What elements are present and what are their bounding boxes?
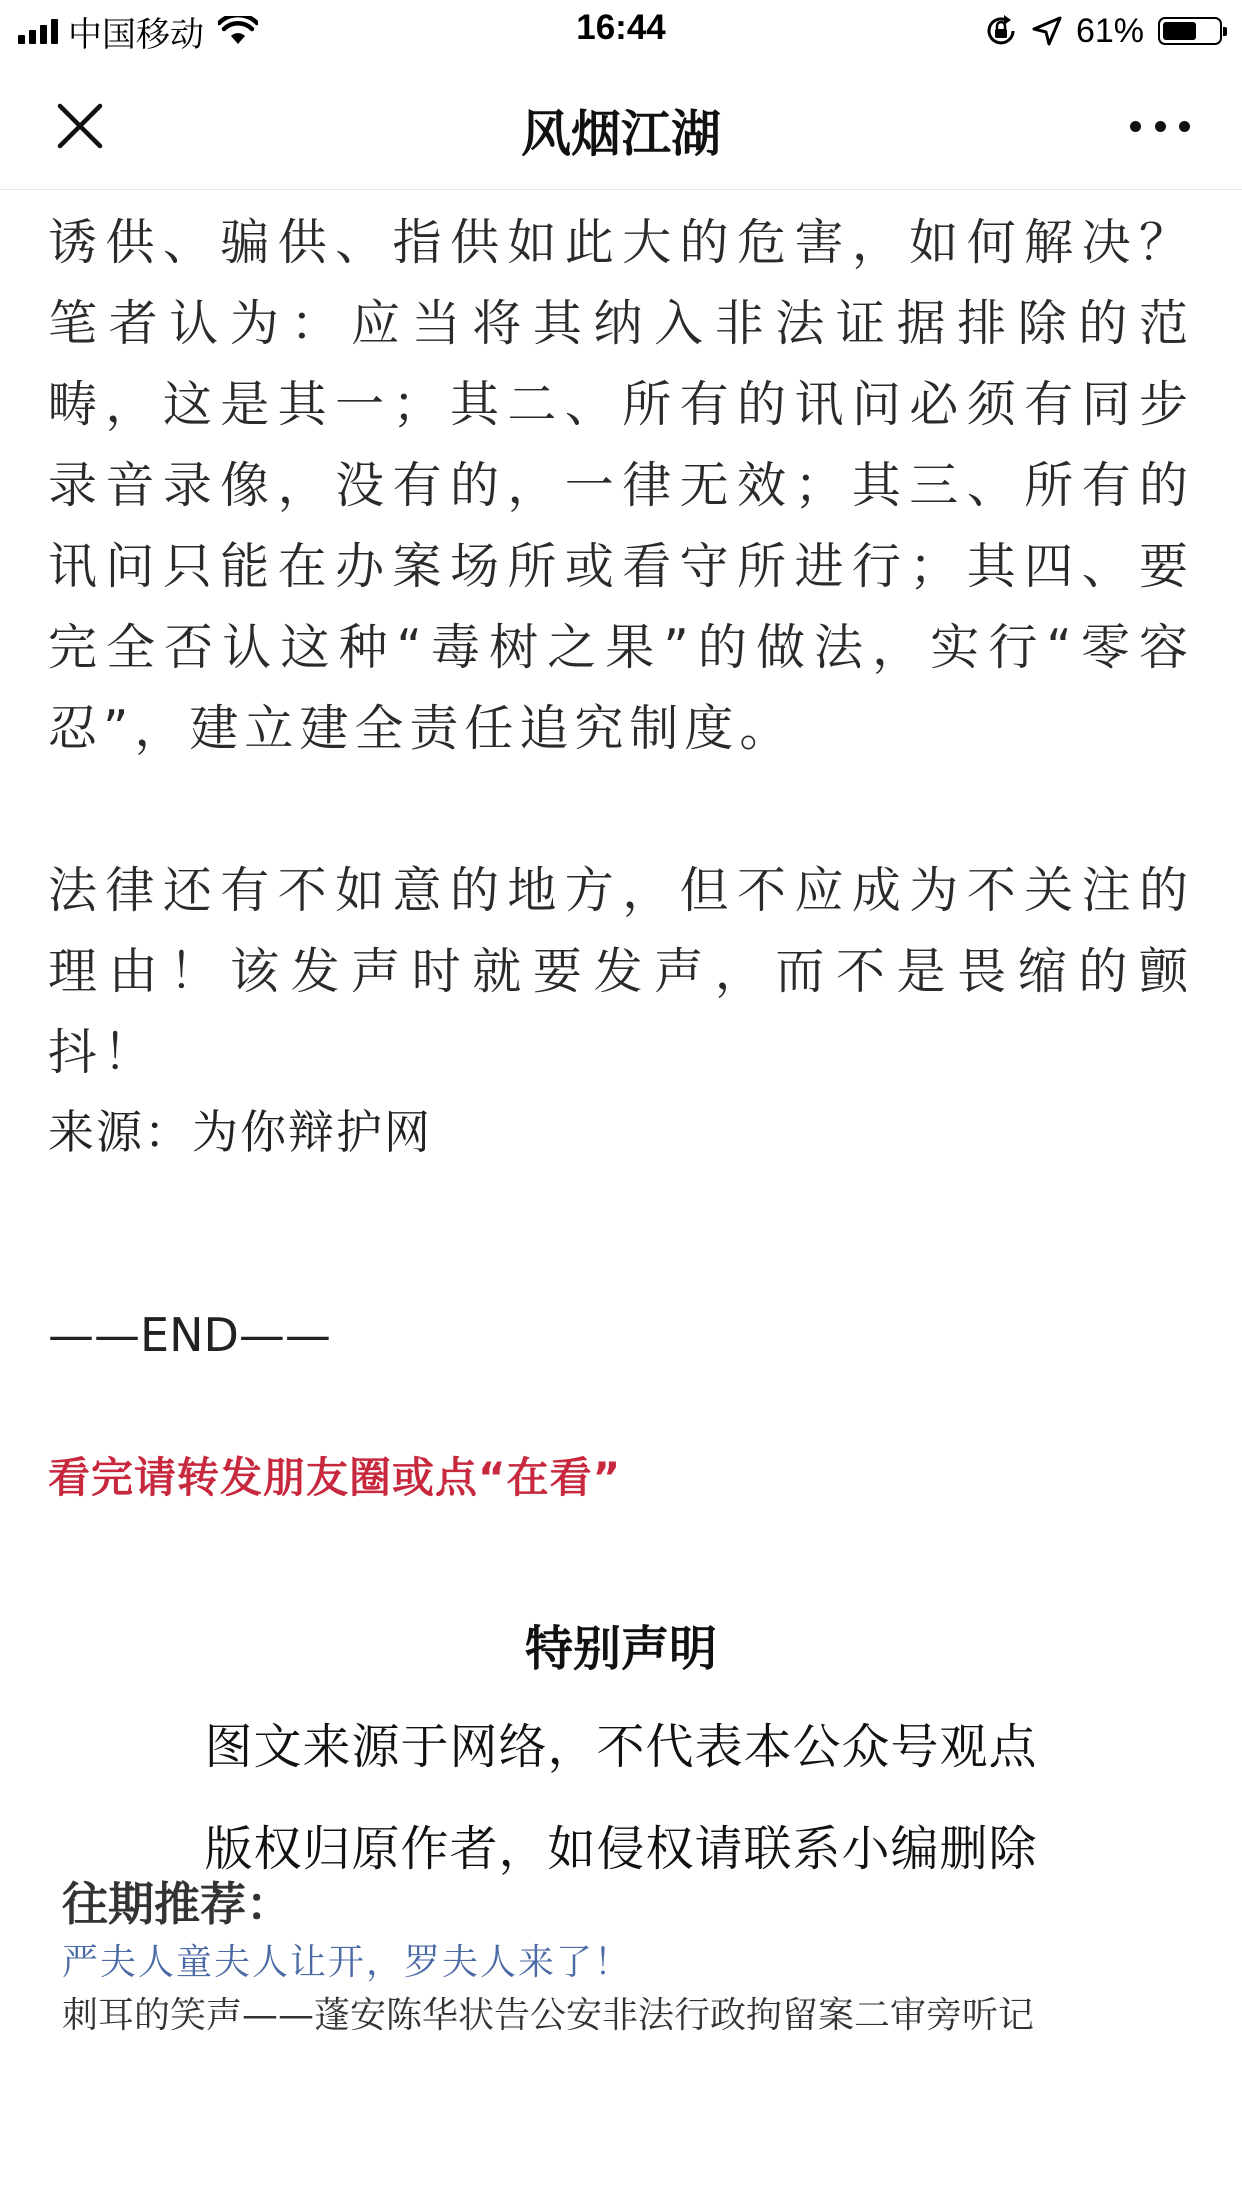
battery-icon <box>1158 17 1222 45</box>
carrier-name: 中国移动 <box>68 15 204 54</box>
status-right <box>984 10 1222 52</box>
declaration-title: 特别声明 <box>524 1621 717 1677</box>
status-bar <box>0 0 1242 62</box>
page-title: 风烟江湖 <box>521 105 721 163</box>
nav-bar <box>0 62 1242 190</box>
status-time: 16:44 <box>576 8 666 47</box>
article-paragraph: 诱供、骗供、指供如此大的危害，如何解决？笔者认为：应当将其纳入非法证据排除的范畴，这是其一；其二、所有的讯问必须有同步录音录像，没有的，一律无效；其三、所有的讯问只能在办案场所或看守所进行；其四、要完全否认这种“毒树之果”的做法，实行“零容忍”，建立建全责任追究制度。 <box>48 214 1194 757</box>
share-call-to-action: 看完请转发朋友圈或点“在看” <box>48 1453 622 1502</box>
end-mark: ——END—— <box>48 1308 331 1362</box>
declaration-line: 版权归原作者，如侵权请联系小编删除 <box>204 1821 1038 1877</box>
battery-percent: 61% <box>1075 11 1144 50</box>
more-dots-icon[interactable] <box>1130 102 1190 150</box>
location-arrow-icon <box>1032 16 1062 46</box>
article-source: 来源：为你辩护网 <box>48 1105 432 1159</box>
rotation-lock-icon <box>984 14 1018 48</box>
recommendation-link[interactable]: 严夫人童夫人让开，罗夫人来了！ <box>62 1942 633 1983</box>
article-paragraph: 法律还有不如意的地方，但不应成为不关注的理由！该发声时就要发声，而不是畏缩的颤抖！ <box>48 862 1194 1081</box>
recommendation-link[interactable]: 刺耳的笑声——蓬安陈华状告公安非法行政拘留案二审旁听记 <box>62 1995 1035 2036</box>
recommendations-title: 往期推荐： <box>62 1877 292 1931</box>
battery-fill <box>1163 22 1196 40</box>
declaration-line: 图文来源于网络，不代表本公众号观点 <box>204 1719 1038 1775</box>
